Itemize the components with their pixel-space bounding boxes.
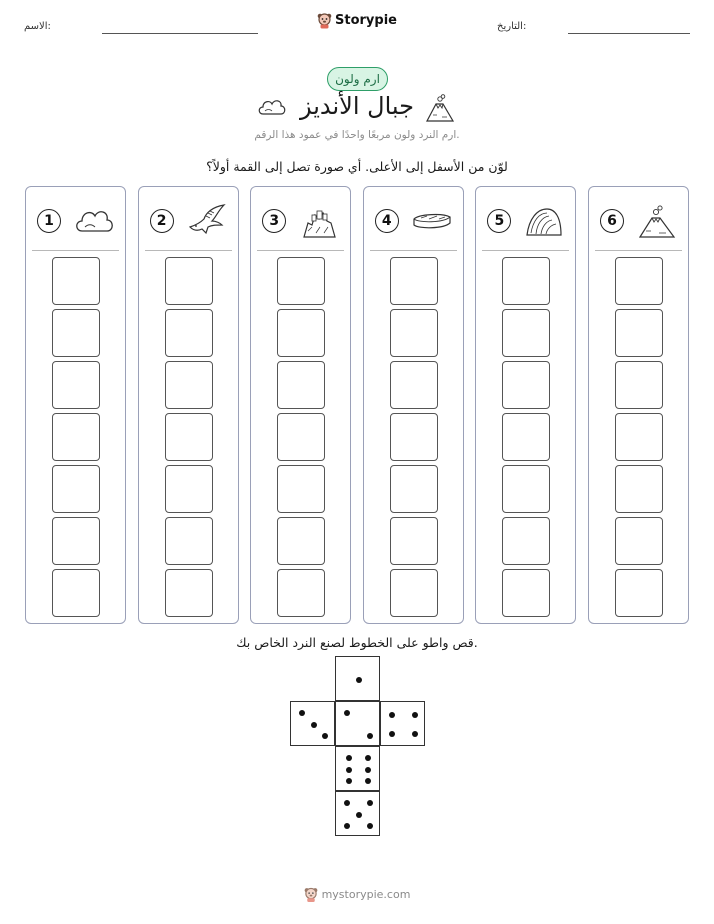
color-box[interactable] [502, 257, 550, 305]
column-number: 4 [375, 209, 399, 233]
column-header [600, 203, 678, 239]
color-box[interactable] [390, 413, 438, 461]
color-box[interactable] [390, 517, 438, 565]
color-box[interactable] [390, 309, 438, 357]
die-pip [356, 677, 362, 683]
color-box[interactable] [615, 569, 663, 617]
name-line [102, 33, 258, 34]
die-pip [365, 755, 371, 761]
color-box[interactable] [390, 361, 438, 409]
color-box[interactable] [615, 257, 663, 305]
die-pip [356, 812, 362, 818]
name-label: الاسم: [24, 21, 51, 32]
color-box[interactable] [502, 361, 550, 409]
color-box[interactable] [52, 413, 100, 461]
color-box[interactable] [52, 517, 100, 565]
die-face-five [335, 791, 380, 836]
die-pip [311, 722, 317, 728]
cloud-icon [73, 203, 115, 239]
color-box[interactable] [52, 309, 100, 357]
color-box[interactable] [52, 361, 100, 409]
cut-instruction: قص واطو على الخطوط لصنع النرد الخاص بك. [236, 635, 478, 650]
color-box[interactable] [502, 413, 550, 461]
color-box[interactable] [165, 465, 213, 513]
color-box[interactable] [615, 309, 663, 357]
die-pip [389, 712, 395, 718]
footer [0, 886, 714, 903]
color-box[interactable] [165, 569, 213, 617]
column-number: 6 [600, 209, 624, 233]
brand-header [0, 12, 714, 29]
column-5 [475, 186, 576, 624]
color-box[interactable] [615, 517, 663, 565]
page-title: جبال الأنديز [299, 92, 414, 120]
color-box[interactable] [165, 361, 213, 409]
color-box[interactable] [390, 465, 438, 513]
color-box[interactable] [615, 413, 663, 461]
color-box[interactable] [277, 517, 325, 565]
die-pip [322, 733, 328, 739]
date-label: التاريخ: [497, 21, 527, 32]
column-divider [595, 250, 682, 251]
date-line [568, 33, 690, 34]
color-box[interactable] [502, 465, 550, 513]
column-header [487, 203, 565, 239]
die-face-three [290, 701, 335, 746]
salt-flat-icon [411, 203, 453, 239]
column-number: 5 [487, 209, 511, 233]
column-divider [482, 250, 569, 251]
storypie-bear-icon [304, 886, 318, 903]
subtitle: ارم النرد ولون مربعًا واحدًا في عمود هذا الرقم. [254, 129, 460, 141]
column-number: 2 [150, 209, 174, 233]
color-box[interactable] [277, 257, 325, 305]
column-divider [370, 250, 457, 251]
die-pip [344, 710, 350, 716]
column-number: 1 [37, 209, 61, 233]
die-pip [299, 710, 305, 716]
color-box[interactable] [390, 569, 438, 617]
color-box[interactable] [615, 361, 663, 409]
die-pip [346, 778, 352, 784]
color-box[interactable] [165, 257, 213, 305]
die-pip [365, 778, 371, 784]
condor-icon [186, 203, 228, 239]
column-3 [250, 186, 351, 624]
die-face-one [335, 656, 380, 701]
activity-badge: ارم ولون [327, 67, 388, 91]
mountain-ruins-icon [298, 203, 340, 239]
color-box[interactable] [277, 569, 325, 617]
color-box[interactable] [390, 257, 438, 305]
die-face-two [335, 701, 380, 746]
column-6 [588, 186, 689, 624]
rainbow-mountain-icon [523, 203, 565, 239]
volcano-icon [636, 203, 678, 239]
die-pip [365, 767, 371, 773]
color-box[interactable] [277, 413, 325, 461]
die-pip [389, 731, 395, 737]
color-box[interactable] [52, 569, 100, 617]
color-box[interactable] [277, 361, 325, 409]
color-box[interactable] [615, 465, 663, 513]
die-pip [344, 823, 350, 829]
column-header [37, 203, 115, 239]
die-pip [344, 800, 350, 806]
die-pip [346, 755, 352, 761]
die-pip [412, 731, 418, 737]
storypie-bear-icon [317, 12, 332, 29]
column-header [150, 203, 228, 239]
die-pip [412, 712, 418, 718]
color-box[interactable] [502, 309, 550, 357]
brand-name: Storypie [335, 13, 397, 28]
color-box[interactable] [277, 309, 325, 357]
footer-website[interactable]: mystorypie.com [321, 888, 411, 901]
die-face-four [380, 701, 425, 746]
column-4 [363, 186, 464, 624]
die-pip [346, 767, 352, 773]
column-header [262, 203, 340, 239]
race-columns [25, 186, 689, 624]
column-2 [138, 186, 239, 624]
color-box[interactable] [52, 465, 100, 513]
color-box[interactable] [502, 569, 550, 617]
die-pip [367, 733, 373, 739]
color-box[interactable] [277, 465, 325, 513]
column-number: 3 [262, 209, 286, 233]
column-divider [32, 250, 119, 251]
die-pip [367, 823, 373, 829]
column-1 [25, 186, 126, 624]
color-box[interactable] [165, 413, 213, 461]
color-box[interactable] [52, 257, 100, 305]
column-header [375, 203, 453, 239]
die-pip [367, 800, 373, 806]
volcano-icon [425, 93, 455, 123]
color-box[interactable] [502, 517, 550, 565]
color-box[interactable] [165, 517, 213, 565]
column-divider [145, 250, 232, 251]
color-box[interactable] [165, 309, 213, 357]
die-face-six [335, 746, 380, 791]
column-divider [257, 250, 344, 251]
instruction: لوّن من الأسفل إلى الأعلى. أي صورة تصل إلى القمة أولاً؟ [206, 159, 508, 174]
